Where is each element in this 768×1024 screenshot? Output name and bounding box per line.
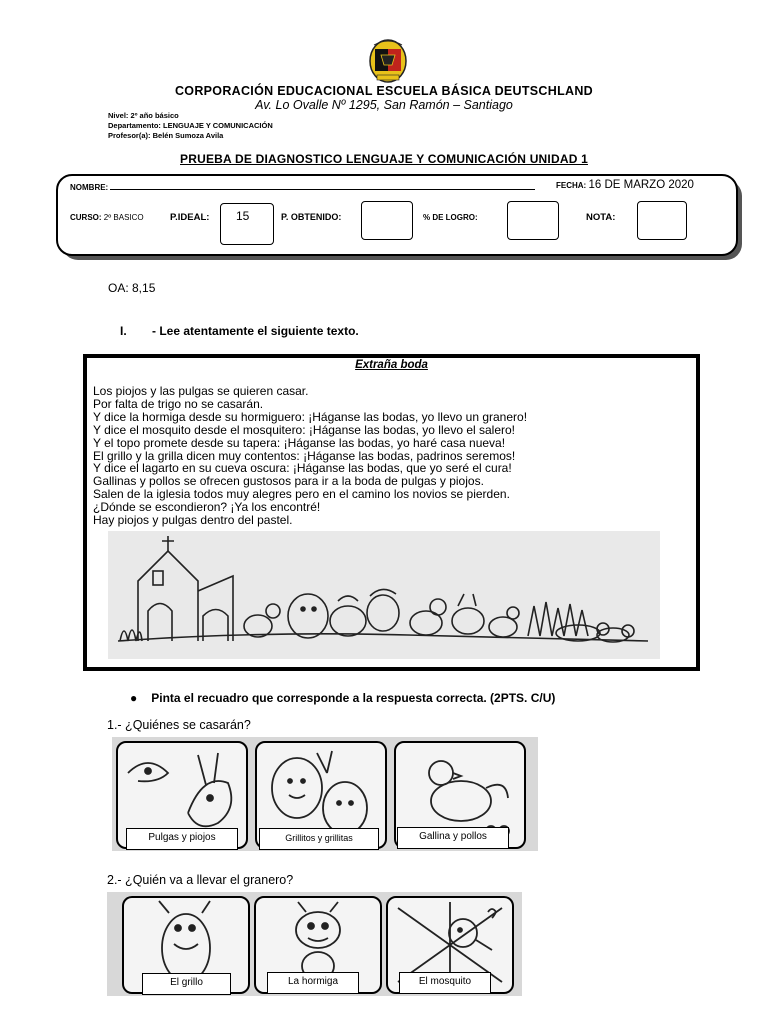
option-mosquito[interactable]: El mosquito bbox=[399, 972, 491, 994]
answer-instruction bbox=[130, 691, 555, 705]
story-line: Gallinas y pollos se ofrecen gustosos para ir a la boda de pulgas y piojos. bbox=[93, 474, 484, 489]
nivel-line bbox=[108, 111, 179, 121]
story-illustration bbox=[108, 531, 660, 659]
section-1-heading bbox=[120, 324, 359, 338]
section-instruction: - Lee atentamente el siguiente texto. bbox=[152, 324, 359, 338]
name-label: NOMBRE: bbox=[70, 183, 109, 192]
test-title: PRUEBA DE DIAGNOSTICO LENGUAJE Y COMUNICACIÓN UNIDAD 1 bbox=[180, 152, 588, 166]
story-line: ¿Dónde se escondieron? ¡Ya los encontré! bbox=[93, 500, 321, 515]
name-line[interactable] bbox=[110, 181, 535, 190]
department-label: Departamento: bbox=[108, 121, 161, 130]
question-1-image-panel bbox=[112, 737, 538, 851]
department-value: LENGUAJE Y COMUNICACIÓN bbox=[163, 121, 273, 130]
grade-box[interactable] bbox=[637, 201, 687, 240]
obtained-score-box[interactable] bbox=[361, 201, 413, 240]
school-address: Av. Lo Ovalle Nº 1295, San Ramón – Santiago bbox=[255, 98, 513, 112]
section-number: I. bbox=[120, 324, 127, 338]
option-cricket[interactable]: El grillo bbox=[142, 973, 231, 995]
grade-label: NOTA: bbox=[586, 212, 616, 223]
story-line: Y dice la hormiga desde su hormiguero: ¡Háganse las bodas, yo llevo un granero! bbox=[93, 409, 528, 424]
teacher-value: Belén Sumoza Avila bbox=[152, 131, 224, 140]
teacher-label: Profesor(a): bbox=[108, 131, 151, 140]
option-crickets[interactable]: Grillitos y grillitas bbox=[259, 828, 379, 850]
story-line: Y dice el mosquito desde el mosquitero: ¡Háganse las bodas, yo llevo el salero! bbox=[93, 422, 516, 437]
department-line bbox=[108, 121, 273, 131]
date-label: FECHA: bbox=[556, 181, 587, 190]
question-1: 1.- ¿Quiénes se casarán? bbox=[107, 718, 251, 732]
question-2: 2.- ¿Quién va a llevar el granero? bbox=[107, 873, 294, 887]
story-line: Por falta de trigo no se casarán. bbox=[93, 396, 264, 411]
date-value: 16 DE MARZO 2020 bbox=[588, 179, 694, 191]
achievement-box[interactable] bbox=[507, 201, 559, 240]
story-line: Y el topo promete desde su tapera: ¡Háganse las bodas, yo haré casa nueva! bbox=[93, 435, 506, 450]
course-value: 2º BASICO bbox=[103, 213, 144, 222]
option-fleas-and-lice[interactable]: Pulgas y piojos bbox=[126, 828, 238, 850]
course-field bbox=[70, 213, 144, 222]
obtained-score-label: P. OBTENIDO: bbox=[281, 212, 342, 222]
nivel-value: 2º año básico bbox=[130, 111, 179, 120]
learning-objective: OA: 8,15 bbox=[108, 281, 156, 295]
option-hen-and-chicks[interactable]: Gallina y pollos bbox=[397, 827, 509, 849]
question-2-image-panel bbox=[107, 892, 522, 996]
story-title: Extraña boda bbox=[355, 359, 428, 371]
name-field[interactable] bbox=[70, 181, 537, 192]
date-field bbox=[556, 179, 694, 191]
story-line: El grillo y la grilla dicen muy contentos: ¡Háganse las bodas, padrinos seremos! bbox=[93, 448, 516, 463]
answer-instruction-text: Pinta el recuadro que corresponde a la respuesta correcta. (2PTS. C/U) bbox=[151, 691, 556, 705]
story-line: Los piojos y las pulgas se quieren casar. bbox=[93, 384, 309, 398]
bullet-icon: ● bbox=[130, 691, 138, 705]
option-ant[interactable]: La hormiga bbox=[267, 972, 359, 994]
school-crest-icon bbox=[369, 37, 407, 87]
school-name: CORPORACIÓN EDUCACIONAL ESCUELA BÁSICA DEUTSCHLAND bbox=[174, 84, 594, 98]
story-text bbox=[93, 385, 527, 527]
achievement-label: % DE LOGRO: bbox=[423, 213, 478, 222]
ideal-score-value: 15 bbox=[236, 209, 250, 223]
story-line: Hay piojos y pulgas dentro del pastel. bbox=[93, 513, 293, 528]
story-line: Y dice el lagarto en su cueva oscura: ¡Háganse las bodas, que yo seré el cura! bbox=[93, 461, 512, 476]
nivel-label: Nivel: bbox=[108, 111, 129, 120]
teacher-line bbox=[108, 131, 223, 141]
course-label: CURSO: bbox=[70, 213, 102, 222]
ideal-score-box bbox=[220, 203, 274, 245]
story-line: Salen de la iglesia todos muy alegres pero en el camino los novios se pierden. bbox=[93, 487, 510, 502]
ideal-score-label: P.IDEAL: bbox=[170, 212, 210, 223]
